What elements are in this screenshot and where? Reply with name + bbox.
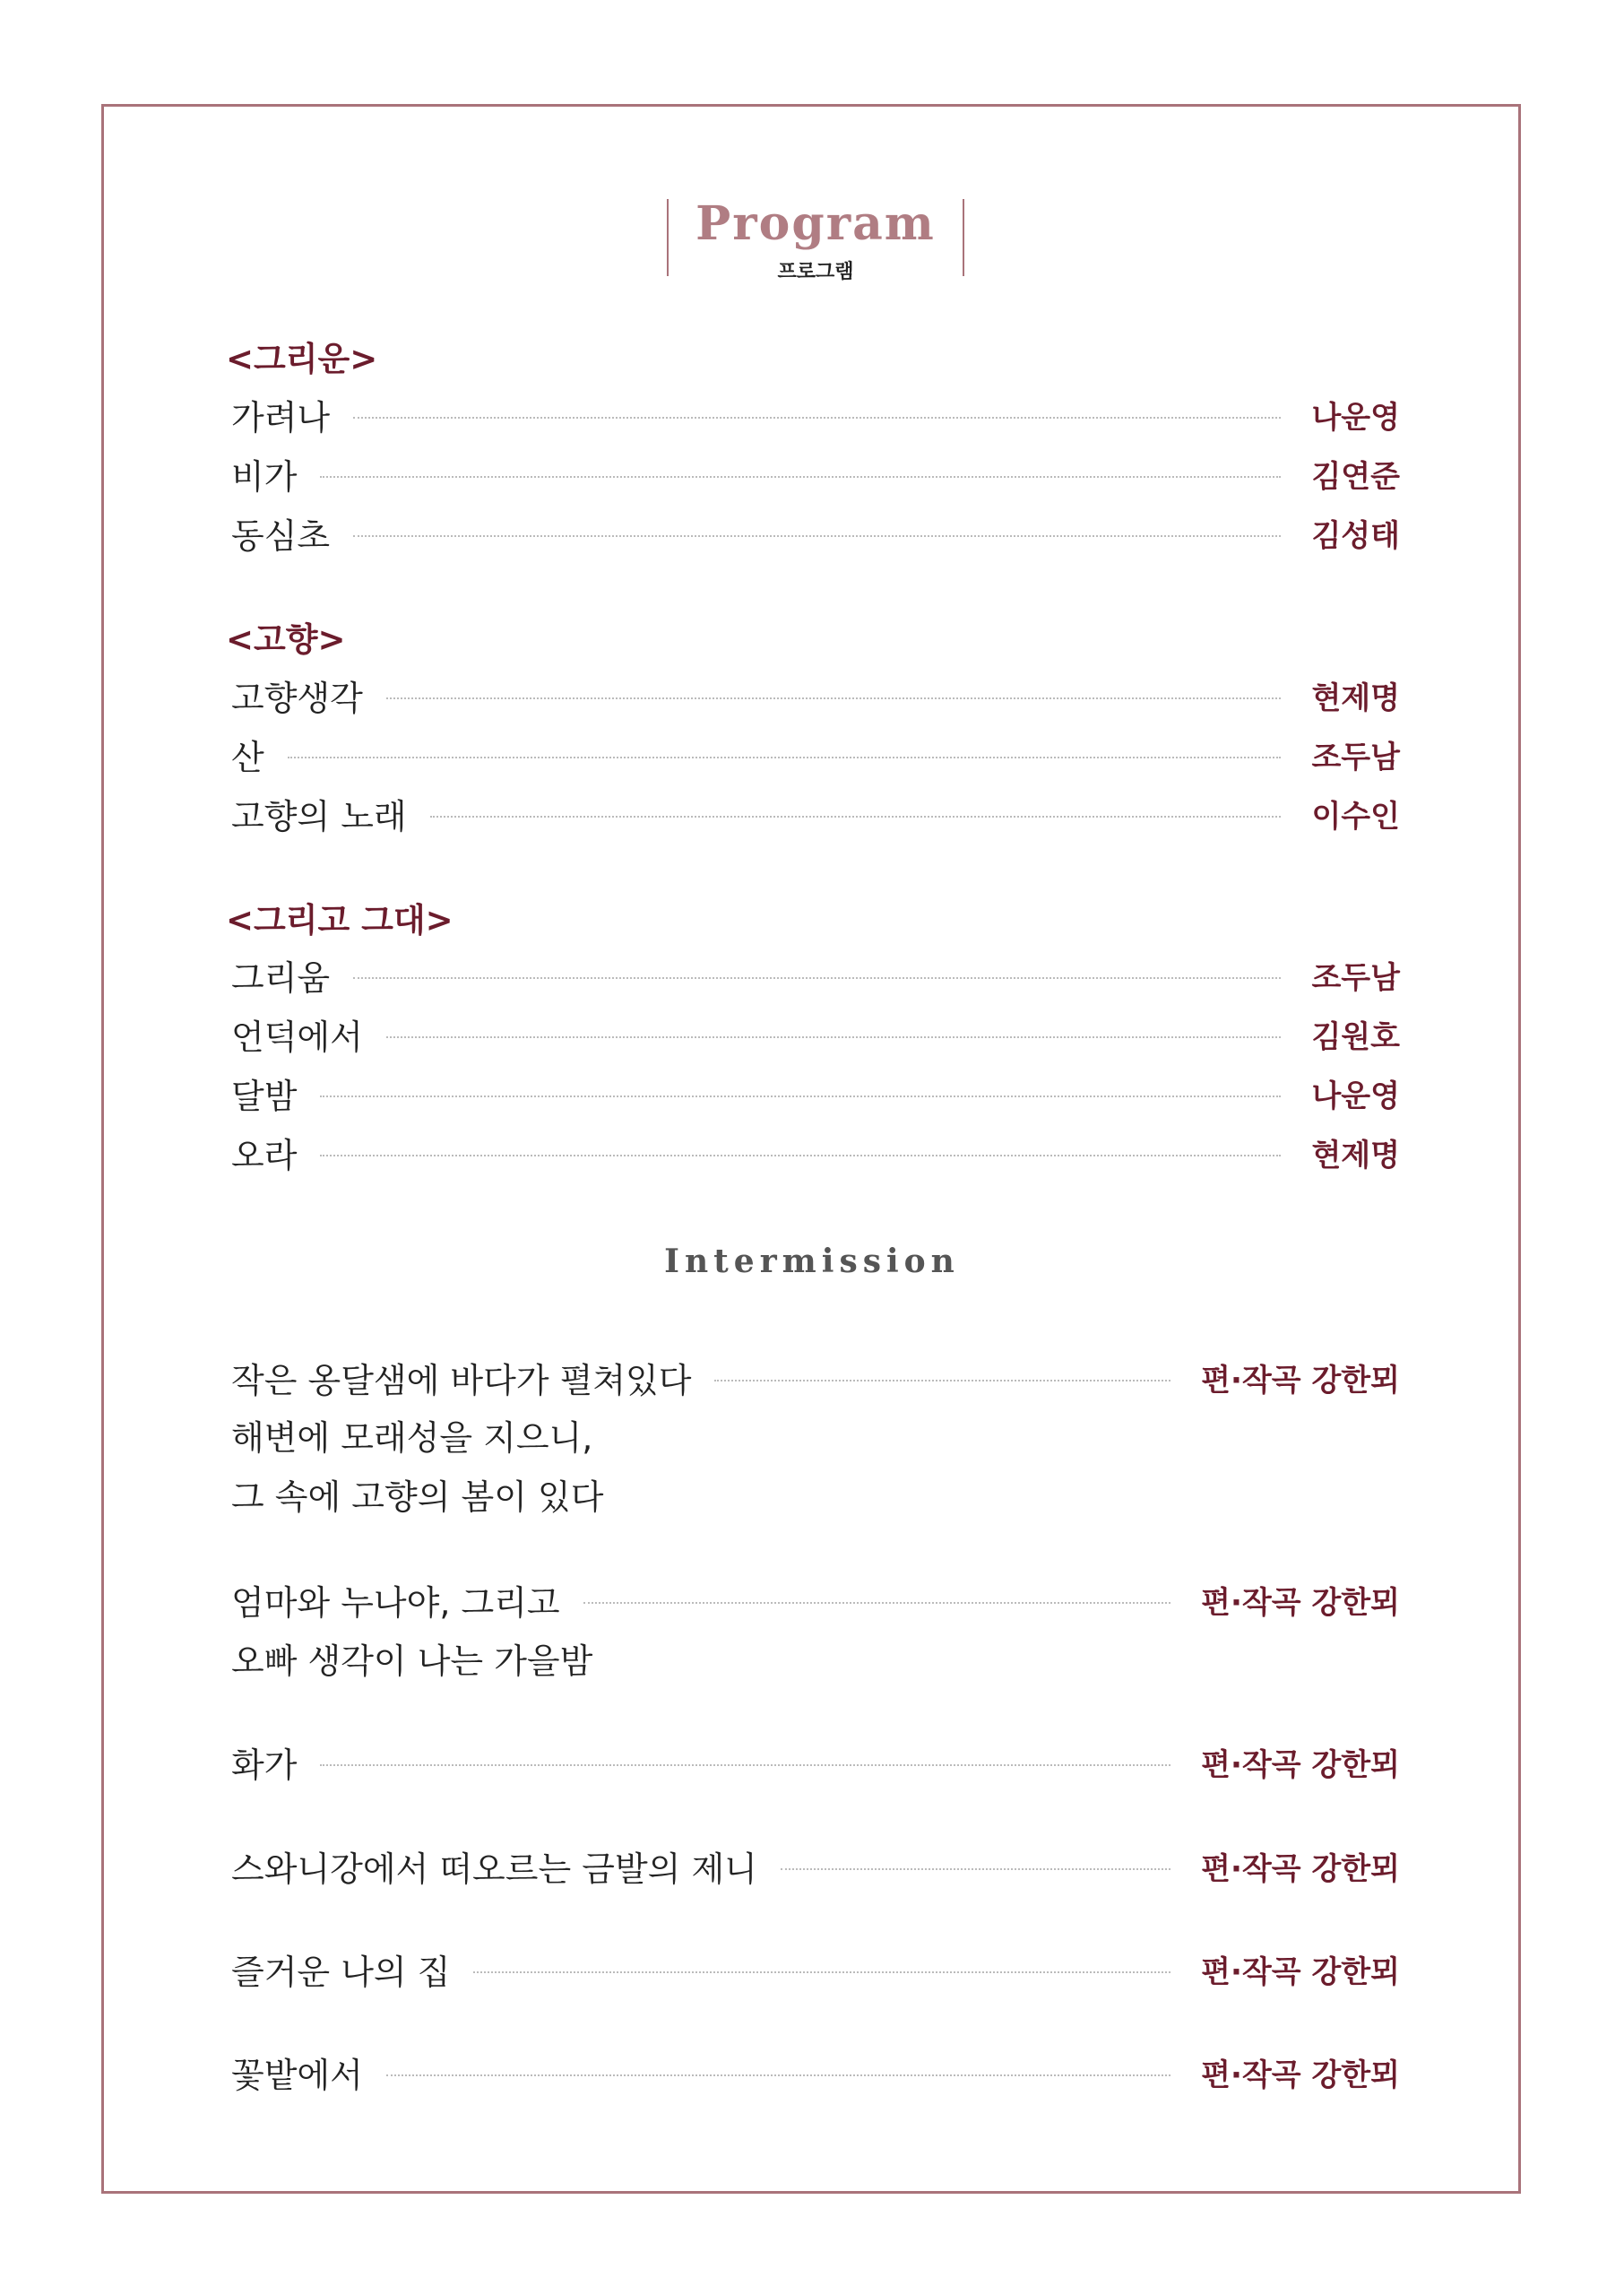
piece-title: 꽃밭에서 — [231, 2055, 363, 2095]
program-item — [231, 952, 1400, 997]
program-title: Program — [695, 196, 936, 251]
program-item — [231, 451, 1400, 496]
dot-leader — [320, 476, 1281, 478]
program-item — [231, 510, 1400, 555]
program-item — [231, 1843, 1400, 1888]
piece-title: 스와니강에서 떠오르는 금발의 제니 — [231, 1849, 757, 1889]
piece-title: 고향생각 — [231, 678, 363, 718]
piece-title: 비가 — [231, 456, 298, 497]
piece-title: 가려나 — [231, 397, 331, 437]
dot-leader — [473, 1971, 1170, 1973]
piece-title-continuation: 오빠 생각이 나는 가을밤 — [231, 1641, 593, 1681]
composer-name: 김원호 — [1311, 1018, 1400, 1055]
dot-leader — [320, 1155, 1281, 1156]
program-item — [231, 1355, 1400, 1399]
program-item — [231, 392, 1400, 437]
program-item — [231, 1577, 1400, 1622]
composer-name: 김성태 — [1311, 517, 1400, 554]
arranger-name: 편·작곡 강한뫼 — [1201, 1953, 1400, 1990]
program-item — [231, 1011, 1400, 1056]
arranger-name: 편·작곡 강한뫼 — [1201, 1746, 1400, 1783]
dot-leader — [386, 1036, 1282, 1038]
dot-leader — [386, 697, 1282, 699]
piece-title: 달밤 — [231, 1076, 298, 1116]
section-title: <그리운> — [226, 340, 378, 378]
dot-leader — [353, 977, 1281, 979]
program-item — [231, 2049, 1400, 2094]
dot-leader — [430, 816, 1282, 818]
composer-name: 이수인 — [1311, 798, 1400, 835]
dot-leader — [386, 2074, 1170, 2076]
program-item — [231, 672, 1400, 717]
composer-name: 조두남 — [1311, 959, 1400, 996]
dot-leader — [320, 1096, 1281, 1097]
arranger-name: 편·작곡 강한뫼 — [1201, 1362, 1400, 1399]
piece-title-continuation: 해변에 모래성을 지으니, — [231, 1418, 593, 1458]
dot-leader — [320, 1764, 1170, 1766]
dot-leader — [353, 417, 1281, 419]
program-subtitle: 프로그램 — [777, 261, 854, 283]
program-item — [231, 1739, 1400, 1784]
program-item — [231, 1946, 1400, 1991]
program-item — [231, 1070, 1400, 1115]
intermission-label: Intermission — [664, 1243, 960, 1280]
program-item — [231, 1130, 1400, 1174]
arranger-name: 편·작곡 강한뫼 — [1201, 2057, 1400, 2093]
composer-name: 나운영 — [1311, 1078, 1400, 1114]
dot-leader — [583, 1602, 1171, 1604]
piece-title: 언덕에서 — [231, 1017, 363, 1057]
piece-title-continuation: 그 속에 고향의 봄이 있다 — [231, 1477, 604, 1517]
piece-title: 그리움 — [231, 957, 331, 998]
arranger-name: 편·작곡 강한뫼 — [1201, 1850, 1400, 1887]
composer-name: 현제명 — [1311, 1137, 1400, 1173]
arranger-name: 편·작곡 강한뫼 — [1201, 1584, 1400, 1621]
piece-title: 산 — [231, 737, 264, 777]
piece-title: 오라 — [231, 1135, 298, 1175]
piece-title: 동심초 — [231, 515, 331, 556]
section-title: <고향> — [226, 620, 346, 659]
composer-name: 조두남 — [1311, 739, 1400, 775]
program-item — [231, 791, 1400, 836]
program-header — [667, 196, 964, 283]
dot-leader — [714, 1380, 1170, 1381]
piece-title: 화가 — [231, 1745, 298, 1785]
section-title: <그리고 그대> — [226, 901, 454, 940]
piece-title: 고향의 노래 — [231, 796, 407, 836]
composer-name: 김연준 — [1311, 458, 1400, 495]
program-item — [231, 732, 1400, 776]
dot-leader — [288, 757, 1282, 758]
piece-title: 작은 옹달샘에 바다가 펼쳐있다 — [231, 1360, 692, 1400]
dot-leader — [781, 1868, 1170, 1870]
dot-leader — [353, 535, 1281, 537]
composer-name: 현제명 — [1311, 680, 1400, 716]
composer-name: 나운영 — [1311, 399, 1400, 436]
piece-title: 즐거운 나의 집 — [231, 1952, 451, 1992]
piece-title: 엄마와 누나야, 그리고 — [231, 1582, 560, 1623]
